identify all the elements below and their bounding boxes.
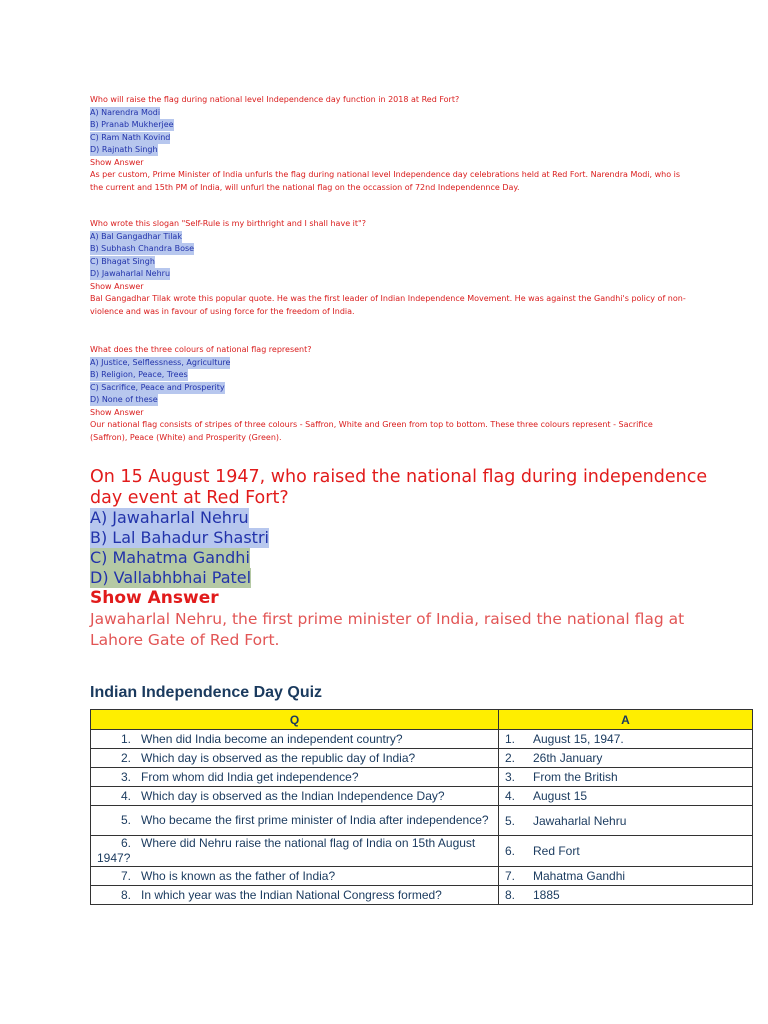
answer-text: Our national flag consists of stripes of three colours - Saffron, White and Green from top to bottom. These three colours represent - Sacrifice (Saffron), Peace (White) and Prosperity (Green). bbox=[90, 420, 653, 442]
question-text: Who will raise the flag during national level Independence day function in 2018 at Red Fort? bbox=[90, 95, 460, 104]
answer-text: Bal Gangadhar Tilak wrote this popular quote. He was the first leader of Indian Independence Movement. He was against the Gandhi's policy of non-violence and was in favour of using force for the freedom of India. bbox=[90, 294, 686, 316]
show-answer-link[interactable]: Show Answer bbox=[90, 407, 144, 417]
show-answer-link[interactable]: Show Answer bbox=[90, 157, 144, 167]
question-text: Who became the first prime minister of India after independence? bbox=[141, 813, 489, 827]
option-d[interactable]: D) Vallabhbhai Patel bbox=[90, 568, 252, 587]
answer-number: 2. bbox=[505, 751, 516, 765]
answer-text: Mahatma Gandhi bbox=[533, 869, 626, 883]
question-text: What does the three colours of national flag represent? bbox=[90, 345, 312, 354]
question-text: Where did Nehru raise the national flag of India on 15th August 1947? bbox=[97, 836, 476, 865]
answer-cell bbox=[499, 867, 753, 886]
question-number: 1. bbox=[121, 731, 132, 746]
table-row bbox=[91, 787, 753, 806]
table-row bbox=[91, 836, 753, 867]
answer-cell bbox=[499, 806, 753, 836]
show-answer-link[interactable]: Show Answer bbox=[90, 588, 219, 608]
question-cell bbox=[91, 806, 499, 836]
answer-text: August 15, 1947. bbox=[533, 732, 624, 746]
answer-cell bbox=[499, 768, 753, 787]
answer-cell bbox=[499, 886, 753, 905]
option-d[interactable]: D) Rajnath Singh bbox=[90, 145, 158, 154]
question-number: 6. bbox=[121, 836, 132, 850]
question-cell bbox=[91, 886, 499, 905]
question-number: 3. bbox=[121, 769, 132, 784]
option-a[interactable]: A) Narendra Modi bbox=[90, 107, 161, 117]
answer-text: From the British bbox=[533, 770, 618, 784]
option-d[interactable]: D) Jawaharlal Nehru bbox=[90, 269, 171, 278]
table-row bbox=[91, 867, 753, 886]
answer-text: As per custom, Prime Minister of India unfurls the flag during national level Independence day celebrations held at Red Fort. Narendra Modi, who is the current and 15th PM of India, will unfurl the national flag on the occassion of 72nd Independennce Day. bbox=[90, 170, 681, 192]
question-cell bbox=[91, 749, 499, 768]
option-a[interactable]: A) Justice, Selflessness, Agriculture bbox=[90, 357, 231, 367]
answer-number: 8. bbox=[505, 888, 516, 902]
answer-text: Jawaharlal Nehru bbox=[533, 813, 627, 828]
question-cell bbox=[91, 787, 499, 806]
answer-text: Red Fort bbox=[533, 844, 580, 858]
answer-number: 5. bbox=[505, 813, 516, 828]
question-cell bbox=[91, 768, 499, 787]
answer-cell bbox=[499, 730, 753, 749]
question-number: 5. bbox=[121, 813, 132, 827]
question-text: Which day is observed as the Indian Independence Day? bbox=[141, 788, 445, 803]
answer-text: Jawaharlal Nehru, the first prime minister of India, raised the national flag at Lahore Gate of Red Fort. bbox=[90, 610, 685, 649]
question-text: Who is known as the father of India? bbox=[141, 868, 336, 883]
table-row bbox=[91, 886, 753, 905]
question-cell bbox=[91, 836, 499, 867]
table-row bbox=[91, 749, 753, 768]
answer-cell bbox=[499, 836, 753, 867]
table-row bbox=[91, 768, 753, 787]
option-b[interactable]: B) Religion, Peace, Trees bbox=[90, 370, 188, 379]
question-number: 8. bbox=[121, 887, 132, 902]
show-answer-link[interactable]: Show Answer bbox=[90, 281, 144, 291]
option-b[interactable]: B) Subhash Chandra Bose bbox=[90, 244, 195, 253]
option-c[interactable]: C) Mahatma Gandhi bbox=[90, 548, 250, 567]
question-cell bbox=[91, 867, 499, 886]
option-c[interactable]: C) Ram Nath Kovind bbox=[90, 132, 171, 142]
question-text: On 15 August 1947, who raised the national flag during independence day event at Red Fort? bbox=[90, 467, 708, 508]
option-b[interactable]: B) Lal Bahadur Shastri bbox=[90, 528, 269, 547]
question-number: 7. bbox=[121, 868, 132, 883]
question-block-1 bbox=[90, 94, 690, 194]
quiz-table bbox=[90, 709, 753, 905]
question-number: 2. bbox=[121, 750, 132, 765]
answer-text: August 15 bbox=[533, 789, 588, 803]
question-number: 4. bbox=[121, 788, 132, 803]
answer-number: 1. bbox=[505, 732, 516, 746]
question-text: Which day is observed as the republic day of India? bbox=[141, 750, 416, 765]
answer-text: 26th January bbox=[533, 751, 603, 765]
question-block-large bbox=[90, 467, 710, 650]
answer-cell bbox=[499, 749, 753, 768]
option-c[interactable]: C) Sacrifice, Peace and Prosperity bbox=[90, 382, 225, 392]
option-d[interactable]: D) None of these bbox=[90, 395, 158, 404]
answer-number: 3. bbox=[505, 770, 516, 784]
table-row bbox=[91, 806, 753, 836]
question-text: From whom did India get independence? bbox=[141, 769, 359, 784]
answer-number: 4. bbox=[505, 789, 516, 803]
option-b[interactable]: B) Pranab Mukherjee bbox=[90, 120, 174, 129]
header-q: Q bbox=[91, 710, 499, 730]
table-body bbox=[91, 730, 753, 905]
answer-cell bbox=[499, 787, 753, 806]
question-cell bbox=[91, 730, 499, 749]
question-text: When did India become an independent country? bbox=[141, 731, 403, 746]
question-text: Who wrote this slogan "Self-Rule is my birthright and I shall have it"? bbox=[90, 219, 366, 228]
header-a: A bbox=[499, 710, 753, 730]
question-block-3 bbox=[90, 344, 690, 444]
option-a[interactable]: A) Bal Gangadhar Tilak bbox=[90, 231, 182, 241]
option-c[interactable]: C) Bhagat Singh bbox=[90, 256, 155, 266]
answer-number: 6. bbox=[505, 844, 516, 858]
quiz-title: Indian Independence Day Quiz bbox=[90, 684, 323, 701]
table-row bbox=[91, 730, 753, 749]
question-text: In which year was the Indian National Congress formed? bbox=[141, 887, 442, 902]
answer-number: 7. bbox=[505, 869, 516, 883]
question-block-2 bbox=[90, 218, 690, 318]
option-a[interactable]: A) Jawaharlal Nehru bbox=[90, 508, 249, 527]
table-header-row bbox=[91, 710, 753, 730]
answer-text: 1885 bbox=[533, 888, 560, 902]
